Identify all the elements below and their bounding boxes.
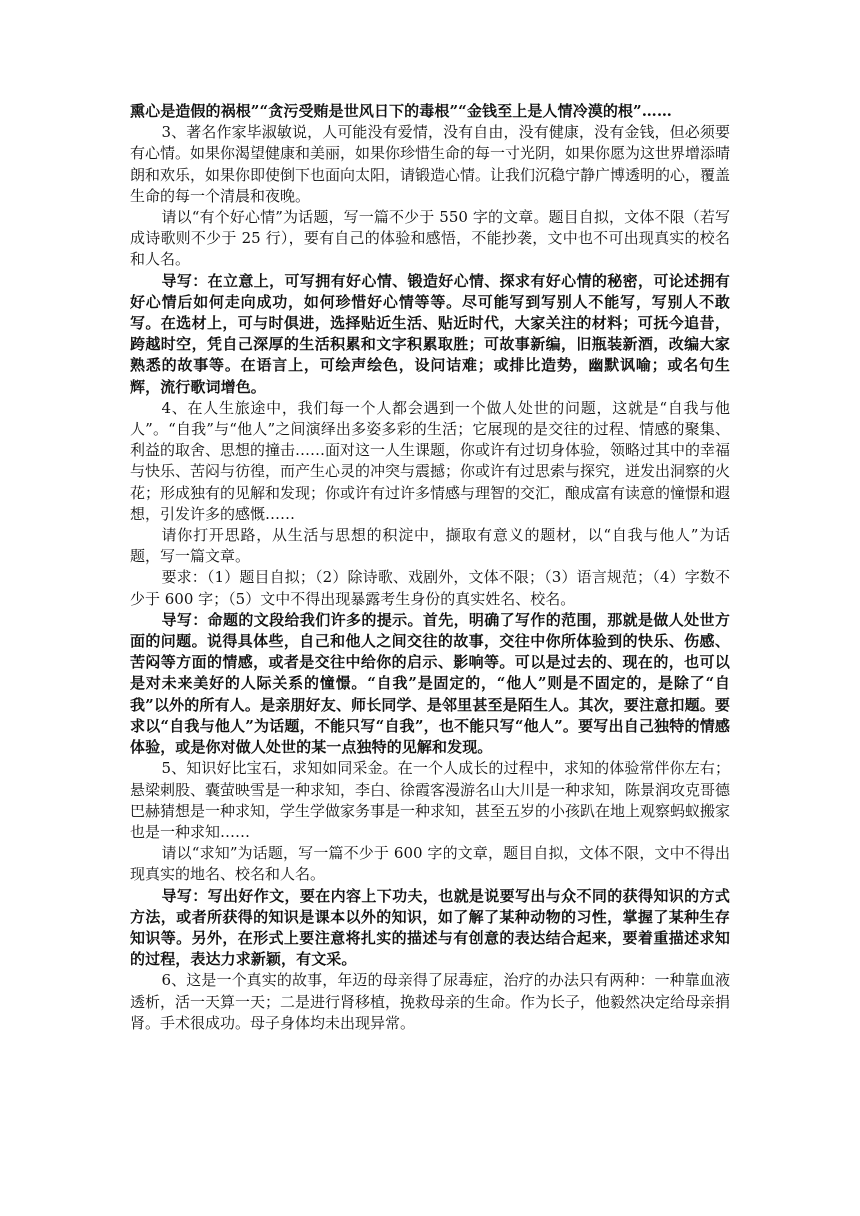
paragraph-prompt-4: 4、在人生旅途中，我们每一个人都会遇到一个做人处世的问题，这就是“自我与他人”。“自我”与“他人”之间演绎出多姿多彩的生活；它展现的是交往的过程、情感的聚集、利益的取舍、思想的撞击……面对这一人生课题，你或许有过切身体验，领略过其中的幸福与快乐、苦闷与彷徨，而产生心灵的冲突与震撼；你或许有过思索与探究，迸发出洞察的火花；形成独有的见解和发现；你或许有过许多情感与理智的交汇，酿成富有读意的憧憬和遐想，引发许多的感慨……	[130, 398, 731, 523]
paragraph-requirements-4: 要求：（1）题目自拟；（2）除诗歌、戏剧外，文体不限；（3）语言规范；（4）字数不少于 600 字；（5）文中不得出现暴露考生身份的真实姓名、校名。	[130, 568, 730, 608]
paragraph-task-5: 请以“求知”为话题，写一篇不少于 600 字的文章，题目自拟，文体不限，文中不得出现真实的地名、校名和人名。	[130, 844, 730, 884]
paragraph-prompt-5: 5、知识好比宝石，求知如同采金。在一个人成长的过程中，求知的体验常伴你左右；悬梁刺股、囊萤映雪是一种求知，李白、徐霞客漫游名山大川是一种求知，陈景润攻克哥德巴赫猜想是一种求知，学生学做家务事是一种求知，甚至五岁的小孩趴在地上观察蚂蚁搬家也是一种求知……	[130, 759, 731, 841]
paragraph-task-3: 请以“有个好心情”为话题，写一篇不少于 550 字的文章。题目自拟，文体不限（若写成诗歌则不少于 25 行），要有自己的体验和感悟，不能抄袭，文中也不可出现真实的校名和人名。	[130, 208, 730, 269]
paragraph-guide-4: 导写：命题的文段给我们许多的提示。首先，明确了写作的范围，那就是做人处世方面的问题。说得具体些，自己和他人之间交往的故事，交往中你所体验到的快乐、伤感、苦闷等方面的情感，或者是交往中给你的启示、影响等。可以是过去的、现在的，也可以是对未来美好的人际关系的憧憬。“自我”是固定的，“他人”则是不固定的，是除了“自我”以外的所有人。是亲朋好友、师长同学、是邻里甚至是陌生人。其次，要注意扣题。要求以“自我与他人”为话题，不能只写“自我”，也不能只写“他人”。要写出自己独特的情感体验，或是你对做人处世的某一点独特的见解和发现。	[130, 610, 730, 757]
paragraph-prompt-3: 3、著名作家毕淑敏说，人可能没有爱情，没有自由，没有健康，没有金钱，但必须要有心情。如果你渴望健康和美丽，如果你珍惜生命的每一寸光阴，如果你愿为这世界增添晴朗和欢乐，如果你即使倒下也面向太阳，请锻造心情。让我们沉稳宁静广博透明的心，覆盖生命的每一个清晨和夜晚。	[130, 123, 731, 205]
document-page	[130, 101, 730, 1034]
paragraph-task-4: 请你打开思路，从生活与思想的积淀中，撷取有意义的题材，以“自我与他人”为话题，写一篇文章。	[130, 526, 730, 566]
paragraph-prompt-6: 6、这是一个真实的故事，年迈的母亲得了尿毒症，治疗的办法只有两种：一种靠血液透析，活一天算一天；二是进行肾移植，挽救母亲的生命。作为长子，他毅然决定给母亲捐肾。手术很成功。母子身体均未出现异常。	[130, 971, 731, 1032]
paragraph-continuation: 熏心是造假的祸根”“贪污受贿是世风日下的毒根”“金钱至上是人情冷漠的根”……	[130, 102, 672, 120]
paragraph-guide-3: 导写：在立意上，可写拥有好心情、锻造好心情、探求有好心情的秘密，可论述拥有好心情后如何走向成功，如何珍惜好心情等等。尽可能写到写别人不能写，写别人不敢写。在选材上，可与时俱进，选择贴近生活、贴近时代，大家关注的材料；可抚今追昔，跨越时空，凭自己深厚的生活积累和文字积累取胜；可故事新编，旧瓶装新酒，改编大家熟悉的故事等。在语言上，可绘声绘色，设问诘难；或排比造势，幽默讽喻；或名句生辉，流行歌词增色。	[130, 271, 730, 396]
paragraph-guide-5: 导写：写出好作文，要在内容上下功夫，也就是说要写出与众不同的获得知识的方式方法，或者所获得的知识是课本以外的知识，如了解了某种动物的习性，掌握了某种生存知识等。另外，在形式上要注意将扎实的描述与有创意的表达结合起来，要着重描述求知的过程，表达力求新颖，有文采。	[130, 886, 730, 969]
